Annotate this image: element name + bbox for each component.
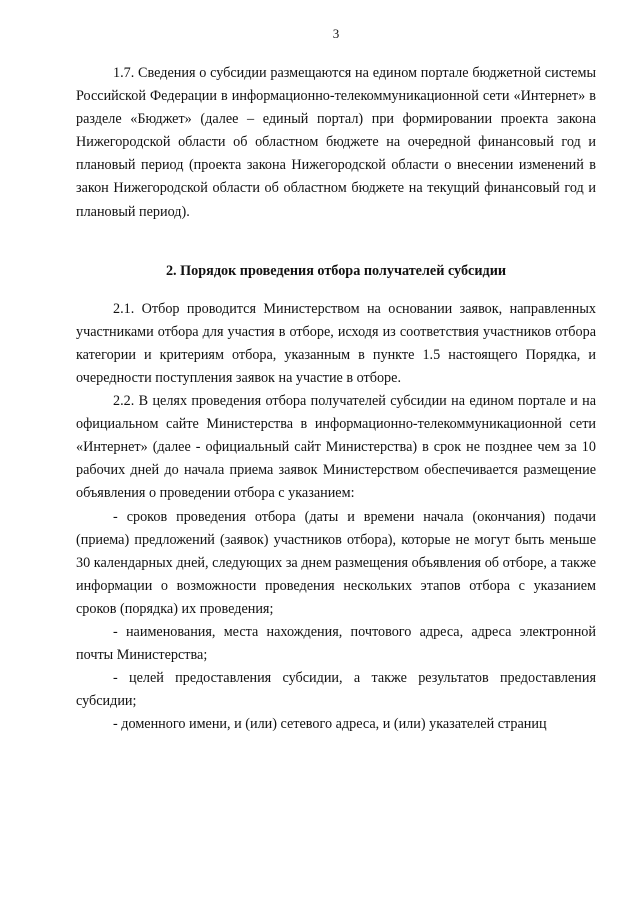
page-number: 3 [332, 26, 340, 41]
section-heading: 2. Порядок проведения отбора получателей субсидии [165, 262, 507, 279]
paragraph-1-7: 1.7. Сведения о субсидии размещаются на едином портале бюджетной системы Российской Федерации в информационно-телекоммуникационной сети «Интернет» в разделе «Бюджет» (далее – единый портал) при формировании проекта закона Нижегородской области об областном бюджете на очередной финансовый год и плановый период (проекта закона Нижегородской области о внесении изменений в закон Нижегородской области об областном бюджете на текущий финансовый год и плановый период). [76, 65, 596, 220]
list-item-goals: - целей предоставления субсидии, а также результатов предоставления субсидии; [76, 670, 596, 710]
list-item-ministry-details: - наименования, места нахождения, почтового адреса, адреса электронной почты Министерства; [76, 623, 596, 664]
paragraph-2-2: 2.2. В целях проведения отбора получателей субсидии на едином портале и на официальном сайте Министерства в информационно-телекоммуникационной сети «Интернет» (далее - официальный сайт Министерства) в срок не позднее чем за 10 рабочих дней до начала приема заявок Министерством обеспечивается размещение объявления о проведении отбора с указанием: [76, 393, 596, 502]
paragraph-2-1: 2.1. Отбор проводится Министерством на основании заявок, направленных участниками отбора для участия в отборе, исходя из соответствия участников отбора категории и критериям отбора, указанным в пункте 1.5 настоящего Порядка, и очередности поступления заявок на участие в отборе. [76, 300, 596, 386]
list-item-domain-name: - доменного имени, и (или) сетевого адреса, и (или) указателей страниц [113, 716, 547, 733]
document-page [76, 26, 596, 736]
list-item-terms: - сроков проведения отбора (даты и времени начала (окончания) подачи (приема) предложений (заявок) участников отбора), которые не могут быть меньше 30 календарных дней, следующих за днем размещения объявления об отборе, а также информации о возможности проведения нескольких этапов отбора с указанием сроков (порядка) их проведения; [76, 508, 596, 617]
